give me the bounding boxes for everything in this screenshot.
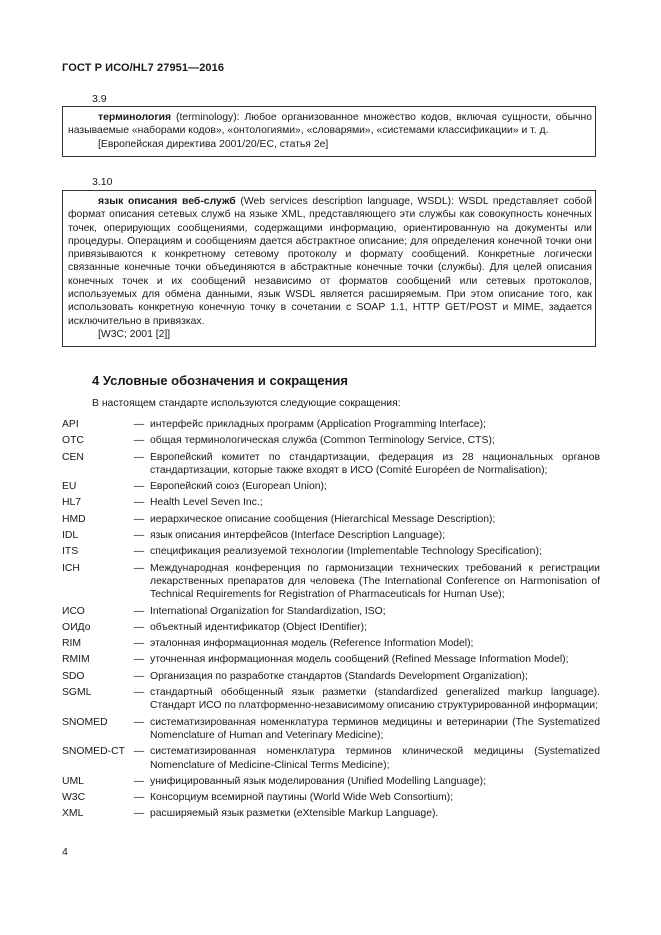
dash: —	[133, 746, 145, 758]
list-item	[62, 513, 600, 526]
dash: —	[133, 670, 145, 682]
abbreviation: HMD	[62, 513, 86, 525]
abbreviation-description: иерархическое описание сообщения (Hierarchical Message Description);	[150, 513, 496, 525]
abbreviation: EU	[62, 481, 77, 493]
abbreviation: RMIM	[62, 654, 90, 666]
abbreviation-description: общая терминологическая служба (Common Terminology Service, CTS);	[150, 435, 495, 447]
abbreviation-description: Консорциум всемирной паутины (World Wide Web Consortium);	[150, 792, 454, 804]
list-item	[62, 791, 600, 804]
list-item	[62, 496, 600, 509]
abbreviation-description: Международная конференция по гармонизации технических требований к регистрации лекарственных препаратов для человека (The International Conference on Harmonisation of Technical Requirements for Registration of Pharmaceuticals for Human Use);	[150, 562, 600, 601]
abbreviation: SDO	[62, 670, 85, 682]
dash: —	[133, 562, 145, 574]
list-item	[62, 529, 600, 542]
abbreviation: API	[62, 419, 79, 430]
abbreviation: IDL	[62, 530, 79, 542]
list-item	[62, 418, 600, 431]
document-header: ГОСТ Р ИСО/HL7 27951—2016	[62, 62, 225, 74]
abbreviation: CEN	[62, 451, 84, 463]
abbreviation-description: объектный идентификатор (Object IDentifier);	[150, 621, 367, 633]
term-text: (terminology): Любое организованное множество кодов, включая сущности, обычно называемые «наборами кодов», «онтологиями», «словарями», «системами классификации» и т. д.	[68, 112, 592, 137]
list-item	[62, 716, 600, 743]
dash: —	[133, 808, 145, 820]
list-item	[62, 775, 600, 788]
abbreviation-description: International Organization for Standardization, ISO;	[150, 605, 386, 617]
abbreviation-description: эталонная информационная модель (Reference Information Model);	[150, 638, 474, 650]
list-item	[62, 562, 600, 602]
abbreviation-description: стандартный обобщенный язык разметки (standardized generalized markup language). Стандарт ИСО по платформенно-независимому описанию структурированной информации;	[150, 687, 600, 712]
abbreviation-description: систематизированная номенклатура терминов клинической медицины (Systematized Nomenclature of Medicine-Clinical Terms Medicine);	[150, 746, 600, 771]
term-definition	[68, 195, 592, 328]
term-box-3-10	[62, 190, 596, 347]
dash: —	[133, 513, 145, 525]
abbreviation: SGML	[62, 687, 92, 699]
abbreviation: W3C	[62, 792, 86, 804]
abbreviation: UML	[62, 775, 84, 787]
section-title: 4 Условные обозначения и сокращения	[92, 373, 349, 388]
term-source: [Европейская директива 2001/20/ЕС, статья 2е]	[98, 138, 329, 150]
abbreviation: SNOMED-CT	[62, 746, 125, 758]
dash: —	[133, 687, 145, 699]
abbreviation-list	[62, 418, 600, 824]
dash: —	[133, 792, 145, 804]
list-item	[62, 653, 600, 666]
term-name: терминология	[98, 112, 172, 123]
dash: —	[133, 546, 145, 558]
dash: —	[133, 638, 145, 650]
abbreviation-description: Организация по разработке стандартов (Standards Development Organization);	[150, 670, 528, 682]
abbreviation-description: унифицированный язык моделирования (Unified Modelling Language);	[150, 775, 486, 787]
abbreviation: XML	[62, 808, 84, 820]
list-item	[62, 480, 600, 493]
term-name: язык описания веб-служб	[98, 196, 236, 207]
dash: —	[133, 654, 145, 666]
list-item	[62, 621, 600, 634]
section-intro: В настоящем стандарте используются следующие сокращения:	[92, 398, 401, 409]
dash: —	[133, 419, 145, 430]
list-item	[62, 807, 600, 820]
list-item	[62, 451, 600, 478]
abbreviation: ITS	[62, 546, 79, 558]
term-source: [W3C; 2001 [2]]	[98, 328, 171, 340]
term-box-3-9	[62, 106, 596, 157]
abbreviation: RIM	[62, 638, 82, 650]
dash: —	[133, 497, 145, 509]
abbreviation: ICH	[62, 562, 80, 574]
list-item	[62, 686, 600, 713]
abbreviation: ОИДо	[62, 621, 91, 633]
dash: —	[133, 716, 145, 728]
abbreviation-description: Европейский комитет по стандартизации, федерация из 28 национальных органов стандартизации, которые также входят в ИСО (Comité Européen de Normalisation);	[150, 451, 600, 476]
list-item	[62, 745, 600, 772]
list-item	[62, 637, 600, 650]
list-item	[62, 670, 600, 683]
dash: —	[133, 435, 145, 447]
list-item	[62, 545, 600, 558]
dash: —	[133, 481, 145, 493]
abbreviation-description: интерфейс прикладных программ (Application Programming Interface);	[150, 419, 486, 430]
abbreviation-description: спецификация реализуемой технологии (Implementable Technology Specification);	[150, 546, 542, 558]
abbreviation-description: Health Level Seven Inc.;	[150, 497, 263, 509]
abbreviation-description: расширяемый язык разметки (eXtensible Markup Language).	[150, 808, 439, 820]
abbreviation: ОТС	[62, 435, 84, 447]
list-item	[62, 434, 600, 447]
dash: —	[133, 621, 145, 633]
term-text: (Web services description language, WSDL): WSDL представляет собой формат описания сетевых служб на языке XML, представляющего эти службы как совокупность конечных точек, оперирующих сообщениями, содержащими информацию, ориентированную на документы или процедуры. Операциям и сообщениям дается абстрактное описание; для определения конечной точки они привязываются к конкретному сетевому протоколу и формату сообщений. Конкретные логически связанные конечные точки объединяются в абстрактные конечные точки (службы). Для целей описания конечных точек и их сообщений независимо от форматов сообщений или сетевых протоколов, используемых для обмена данными, язык WSDL является расширяемым. При этом описание того, как использовать конкретную конечную точку в сочетании с SOAP 1.1, HTTP GET/POST и MIME, задается исключительно в привязках.	[68, 196, 592, 327]
dash: —	[133, 451, 145, 463]
abbreviation: HL7	[62, 497, 82, 509]
abbreviation-description: систематизированная номенклатура терминов медицины и ветеринарии (The Systematized Nomenclature of Human and Veterinary Medicine);	[150, 716, 600, 741]
list-item	[62, 605, 600, 618]
term-definition	[68, 111, 592, 138]
abbreviation-description: язык описания интерфейсов (Interface Description Language);	[150, 530, 446, 542]
abbreviation: SNOMED	[62, 716, 108, 728]
page-number: 4	[62, 846, 68, 858]
abbreviation: ИСО	[62, 605, 85, 617]
dash: —	[133, 605, 145, 617]
dash: —	[133, 530, 145, 542]
term-number-3-10: 3.10	[92, 176, 113, 188]
dash: —	[133, 775, 145, 787]
abbreviation-description: уточненная информационная модель сообщений (Refined Message Information Model);	[150, 654, 569, 666]
term-number-3-9: 3.9	[92, 93, 107, 105]
abbreviation-description: Европейский союз (European Union);	[150, 481, 327, 493]
